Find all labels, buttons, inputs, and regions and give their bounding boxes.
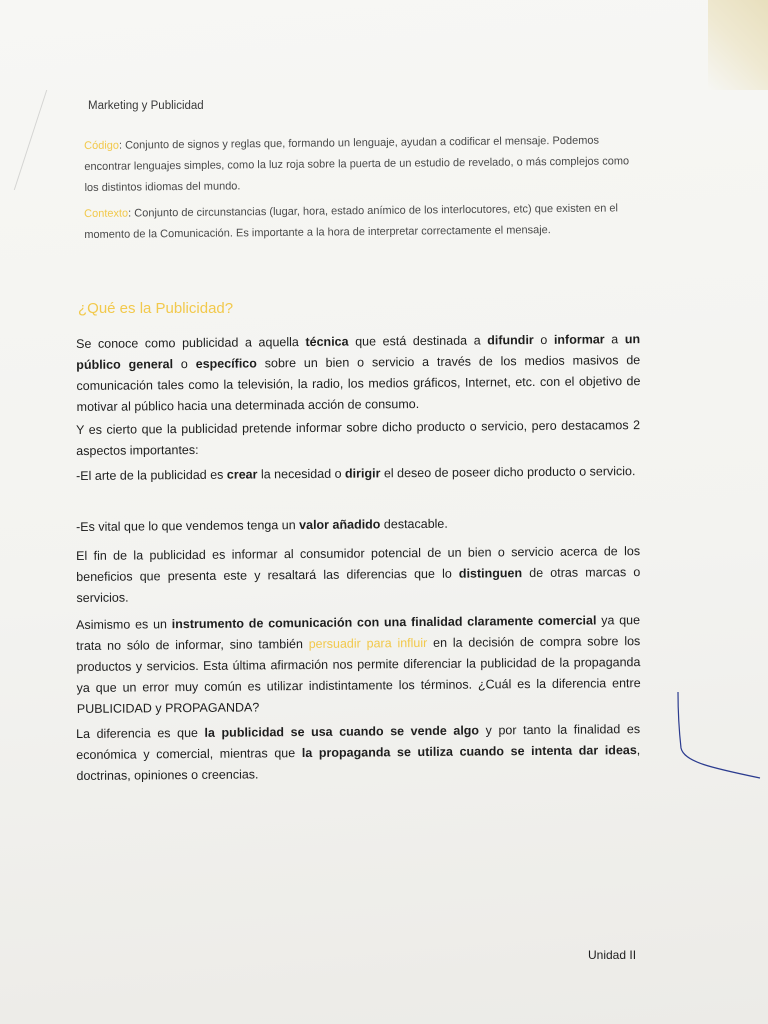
text: El fin de la publicidad es informar al consumidor potencial de un bien o servicio acerca de los beneficios que presenta este y resaltará las diferencias que lo bbox=[76, 544, 641, 584]
definition-text: Conjunto de signos y reglas que, formando un lenguaje, ayudan a codificar el mensaje. Podemos encontrar lenguajes simples, como la luz roja sobre la puerta de un estudio de revelado, o más complejos como los distintos idiomas del mundo. bbox=[84, 134, 630, 194]
text: de otras marcas o servicios. bbox=[76, 565, 641, 605]
definition-codigo: Código: Conjunto de signos y reglas que, formando un lenguaje, ayudan a codificar el mensaje. Podemos encontrar lenguajes simples, como la luz roja sobre la puerta de un estudio de revelado, o más complejos como los distintos idiomas del mundo. bbox=[84, 134, 630, 194]
bold-text: la propaganda se utiliza cuando se intenta dar ideas bbox=[301, 743, 637, 761]
bold-text: específico bbox=[195, 356, 257, 371]
highlighted-text: persuadir para influir bbox=[308, 635, 428, 651]
paragraph-aspects-intro: Y es cierto que la publicidad pretende informar sobre dicho producto o servicio, pero destacamos 2 aspectos importantes: bbox=[76, 418, 641, 458]
text: que está destinada a bbox=[348, 333, 488, 349]
text: el deseo de poseer dicho producto o servicio. bbox=[380, 464, 636, 481]
bold-text: un público general bbox=[76, 332, 641, 372]
text: , doctrinas, opiniones o creencias. bbox=[76, 743, 641, 783]
page-footer: Unidad II bbox=[588, 948, 637, 962]
bold-text: la publicidad se usa cuando se vende algo bbox=[204, 723, 480, 740]
text: a bbox=[604, 332, 625, 347]
bold-text: valor añadido bbox=[299, 517, 381, 533]
text: ya que trata no sólo de informar, sino también bbox=[76, 613, 641, 653]
bold-text: instrumento de comunicación con una finalidad claramente comercial bbox=[171, 613, 597, 632]
paragraph-purpose bbox=[76, 541, 641, 609]
text: o bbox=[172, 356, 196, 372]
paragraph-commercial bbox=[76, 610, 641, 720]
bold-text: dirigir bbox=[344, 466, 381, 481]
text: en la decisión de compra sobre los productos y servicios. Esta última afirmación nos permite diferenciar la publicidad de la propaganda ya que un error muy común es utilizar indistintamente los términos. ¿Cuál es la diferencia entre PUBLICIDAD y PROPAGANDA? bbox=[76, 634, 641, 716]
pen-mark bbox=[672, 690, 768, 790]
text: Asimismo es un bbox=[76, 617, 172, 632]
text: o bbox=[533, 332, 554, 348]
page-header: Marketing y Publicidad bbox=[88, 100, 204, 112]
paragraph-definition bbox=[76, 329, 641, 418]
paragraph-aspect-1 bbox=[76, 461, 640, 487]
bold-text: difundir bbox=[487, 333, 534, 348]
text: -Es vital que lo que vendemos tenga un bbox=[76, 518, 300, 534]
bold-text: informar bbox=[553, 332, 605, 347]
text: Se conoce como publicidad a aquella bbox=[76, 334, 306, 351]
folded-corner bbox=[708, 0, 768, 90]
text: destacable. bbox=[380, 516, 448, 532]
bold-text: crear bbox=[226, 467, 258, 482]
definition-contexto: Contexto: Conjunto de circunstancias (lugar, hora, estado anímico de los interlocutores, etc) que existen en el momento de la Comunicación. Es importante a la hora de interpretar correctamente el mensaje. bbox=[84, 202, 618, 241]
bold-text: distinguen bbox=[458, 566, 523, 581]
text: y por tanto la finalidad es económica y comercial, mientras que bbox=[76, 722, 641, 762]
text: La diferencia es que bbox=[76, 725, 205, 741]
definition-term: Código bbox=[84, 139, 120, 152]
bold-text: técnica bbox=[305, 334, 349, 349]
text: -El arte de la publicidad es bbox=[76, 467, 227, 483]
text: sobre un bien o servicio a través de los medios masivos de comunicación tales como la televisión, la radio, los medios gráficos, Internet, etc. con el objetivo de motivar al público hacia una determinada acción de consumo. bbox=[76, 353, 641, 414]
section-title: ¿Qué es la Publicidad? bbox=[78, 300, 234, 317]
text: la necesidad o bbox=[257, 466, 346, 482]
definition-text: Conjunto de circunstancias (lugar, hora, estado anímico de los interlocutores, etc) que existen en el momento de la Comunicación. Es importante a la hora de interpretar correctamente el mensaje. bbox=[84, 202, 618, 241]
paragraph-difference bbox=[76, 719, 641, 787]
definition-term: Contexto bbox=[84, 207, 129, 220]
paragraph-aspect-2 bbox=[76, 512, 640, 538]
